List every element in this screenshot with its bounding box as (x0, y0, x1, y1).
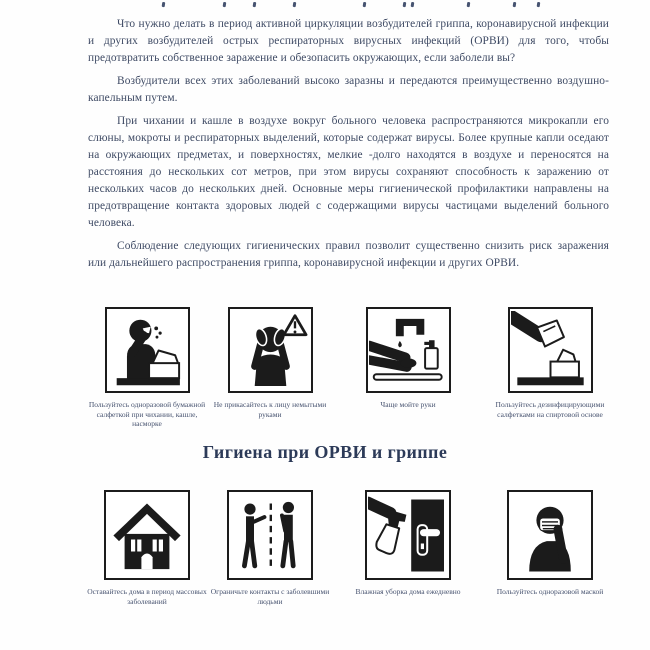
paragraph-droplets: При чихании и кашле в воздухе вокруг больного человека распространяются микрокапли его слюны, мокроты и респираторных выделений, которые содержат вирусы. Более крупные капли оседают на окружающих предметах, и поверхностях, мелкие -долго находятся в воздухе и переносятся на расстояния до нескольких сот метров, при этом вирусы сохраняют способность к заражению от нескольких часов до нескольких дней. Основные меры гигиенической профилактики направлены на предотвращение контакта здоровых людей с содержащими вирусы частицами выделений больного человека. (88, 115, 609, 229)
paragraph-rules-intro: Соблюдение следующих гигиенических правил позволит существенно снизить риск заражения или дальнейшего распространения гриппа, коронавирусной инфекции и других ОРВИ. (88, 240, 609, 269)
limit-contacts-icon (230, 494, 310, 577)
tissue-sneeze-icon (108, 311, 187, 390)
advice-caption: Чаще мойте руки (380, 400, 436, 409)
advice-caption: Пользуйтесь дезинфицирующими салфетками на спиртовой основе (495, 400, 605, 419)
advice-caption: Пользуйтесь одноразовой маской (496, 587, 604, 596)
icon-frame (365, 490, 451, 580)
advice-item-tissue (85, 307, 209, 429)
icon-frame (228, 307, 313, 393)
clipped-title-fragment (0, 0, 650, 8)
advice-caption: Пользуйтесь одноразовой бумажной салфеткой при чихании, кашле, насморке (88, 400, 206, 428)
advice-caption: Ограничьте контакты с заболевшими людьми (210, 587, 330, 606)
advice-item-wipes (488, 307, 612, 419)
advice-item-mask (488, 490, 612, 597)
advice-item-wet-cleaning (346, 490, 470, 597)
advice-caption: Не прикасайтесь к лицу немытыми руками (213, 400, 327, 419)
body-text (88, 16, 609, 278)
disposable-mask-icon (510, 494, 590, 577)
icon-frame (366, 307, 451, 393)
advice-item-limit-contacts (208, 490, 332, 606)
icon-frame (508, 307, 593, 393)
disinfectant-wipes-icon (511, 311, 590, 390)
advice-caption: Оставайтесь дома в период массовых заболеваний (87, 587, 207, 606)
icon-frame (104, 490, 190, 580)
section-heading: Гигиена при ОРВИ и гриппе (202, 442, 448, 462)
dont-touch-face-icon (231, 311, 310, 390)
advice-caption: Влажная уборка дома ежедневно (355, 587, 461, 596)
icon-frame (105, 307, 190, 393)
stay-home-icon (107, 494, 187, 577)
advice-item-stay-home (85, 490, 209, 606)
paragraph-transmission: Возбудители всех этих заболеваний высоко заразны и передаются преимущественно воздушно-капельным путем. (88, 75, 609, 104)
icon-frame (227, 490, 313, 580)
wet-cleaning-icon (368, 494, 448, 577)
icon-frame (507, 490, 593, 580)
paragraph-intro-question: Что нужно делать в период активной циркуляции возбудителей гриппа, коронавирусной инфекции и других возбудителей острых респираторных вирусных инфекций (ОРВИ) для того, чтобы предотвратить собственное заражение и обезопасить окружающих, если заболели вы? (88, 18, 609, 64)
advice-item-wash-hands (346, 307, 470, 410)
advice-item-dont-touch-face (208, 307, 332, 419)
wash-hands-icon (369, 311, 448, 390)
